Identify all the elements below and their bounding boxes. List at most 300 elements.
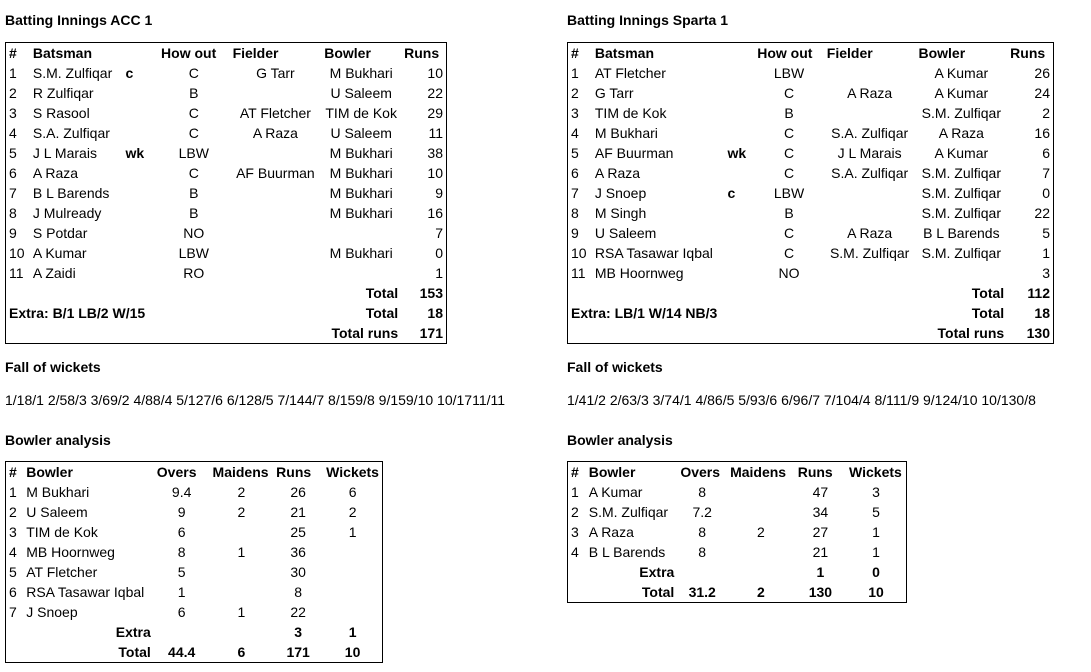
row-number: 6 bbox=[9, 165, 17, 181]
how-out: C bbox=[783, 245, 795, 261]
fielder bbox=[230, 83, 322, 103]
overs: 8 bbox=[177, 544, 186, 560]
role-marker bbox=[123, 83, 159, 103]
extras-total-label: Total bbox=[971, 305, 1005, 321]
runs: 1 bbox=[816, 564, 825, 580]
header-cell: Bowler bbox=[918, 45, 966, 61]
role-marker bbox=[724, 83, 754, 103]
header-cell: Bowler bbox=[324, 45, 371, 61]
row-number: 11 bbox=[571, 265, 586, 281]
role-marker bbox=[724, 243, 754, 263]
how-out: C bbox=[783, 225, 795, 241]
table-row bbox=[568, 103, 1053, 123]
bowler: S.M. Zulfiqar bbox=[921, 245, 1001, 261]
total-runs-label: Total runs bbox=[331, 325, 399, 341]
fow-title: Fall of wickets bbox=[5, 359, 101, 375]
table-row bbox=[6, 163, 446, 183]
maidens: 1 bbox=[237, 604, 246, 620]
extras-row bbox=[568, 303, 1053, 323]
fielder: S.A. Zulfiqar bbox=[831, 125, 909, 141]
header-cell: Batsman bbox=[594, 45, 655, 61]
maidens bbox=[727, 542, 795, 562]
runs: 10 bbox=[427, 65, 443, 81]
maidens: 1 bbox=[237, 544, 246, 560]
header-cell: Runs bbox=[404, 45, 440, 61]
header-cell: Runs bbox=[797, 464, 833, 480]
bowler: M Bukhari bbox=[329, 65, 393, 81]
how-out: B bbox=[784, 205, 794, 221]
batsman-name: S.A. Zulfiqar bbox=[32, 125, 110, 141]
bowler: A Raza bbox=[938, 125, 984, 141]
row-number: 8 bbox=[571, 205, 579, 221]
batsman-name: AT Fletcher bbox=[594, 65, 666, 81]
header-cell: Runs bbox=[1010, 45, 1046, 61]
runs: 130 bbox=[808, 584, 833, 600]
table-row bbox=[6, 582, 382, 602]
bowler: M Bukhari bbox=[329, 145, 393, 161]
row-label: Extra bbox=[639, 564, 675, 580]
role-marker bbox=[724, 263, 754, 283]
extra-row bbox=[568, 562, 906, 582]
maidens bbox=[210, 562, 274, 582]
wickets: 1 bbox=[348, 524, 357, 540]
table-row bbox=[6, 562, 382, 582]
how-out: C bbox=[188, 125, 199, 141]
bowler: S.M. Zulfiqar bbox=[921, 185, 1001, 201]
extras-breakdown: Extra: B/1 LB/2 W/15 bbox=[9, 305, 146, 321]
header-cell: Maidens bbox=[212, 464, 269, 480]
runs: 24 bbox=[1034, 85, 1050, 101]
header-cell: Fielder bbox=[826, 45, 873, 61]
maidens bbox=[210, 522, 274, 542]
table-row bbox=[6, 223, 446, 243]
overs: 6 bbox=[177, 604, 186, 620]
runs: 36 bbox=[290, 544, 306, 560]
row-number: 10 bbox=[571, 245, 587, 261]
total-row bbox=[568, 582, 906, 602]
header-cell-blank bbox=[123, 43, 159, 63]
role-marker bbox=[724, 63, 754, 83]
header-cell: # bbox=[571, 464, 579, 480]
fielder bbox=[230, 143, 322, 163]
bowler-name: A Raza bbox=[588, 524, 634, 540]
bowler-name: S.M. Zulfiqar bbox=[588, 504, 669, 520]
row-number: 1 bbox=[571, 484, 579, 500]
batsman-name: A Raza bbox=[594, 165, 641, 181]
wickets bbox=[323, 602, 382, 622]
runs: 10 bbox=[427, 165, 443, 181]
total-runs-value: 171 bbox=[419, 325, 443, 341]
total-row bbox=[568, 283, 1053, 303]
maidens: 6 bbox=[237, 644, 246, 660]
how-out: C bbox=[783, 145, 795, 161]
table-row bbox=[6, 103, 446, 123]
runs: 3 bbox=[1042, 265, 1050, 281]
maidens: 2 bbox=[237, 504, 246, 520]
extras-row bbox=[6, 303, 446, 323]
bowler: A Kumar bbox=[934, 85, 989, 101]
how-out: C bbox=[783, 165, 795, 181]
batsman-name: J Snoep bbox=[594, 185, 647, 201]
bowler: U Saleem bbox=[330, 85, 392, 101]
wickets: 2 bbox=[348, 504, 357, 520]
row-number: 5 bbox=[9, 564, 17, 580]
runs: 1 bbox=[435, 265, 443, 281]
header-row bbox=[568, 462, 906, 482]
runs: 27 bbox=[812, 524, 829, 540]
bowler-name: M Bukhari bbox=[26, 484, 90, 500]
fielder: AF Buurman bbox=[236, 165, 315, 181]
overs: 8 bbox=[698, 524, 707, 540]
batsman-name: G Tarr bbox=[594, 85, 634, 101]
role-marker bbox=[724, 163, 754, 183]
table-row bbox=[568, 203, 1053, 223]
batting-table bbox=[5, 42, 447, 344]
batsman-name: TIM de Kok bbox=[594, 105, 667, 121]
runs: 22 bbox=[290, 604, 306, 620]
wickets: 5 bbox=[872, 504, 880, 520]
runs: 7 bbox=[1042, 165, 1050, 181]
table-row bbox=[6, 203, 446, 223]
fielder: G Tarr bbox=[256, 65, 295, 81]
table-row bbox=[568, 522, 906, 542]
total-runs-row bbox=[568, 323, 1053, 343]
overs: 44.4 bbox=[168, 644, 196, 660]
runs: 171 bbox=[286, 644, 310, 660]
table-row bbox=[6, 63, 446, 83]
row-number: 7 bbox=[9, 604, 17, 620]
fielder bbox=[824, 103, 916, 123]
header-cell: Maidens bbox=[730, 464, 787, 480]
batsman-name: U Saleem bbox=[594, 225, 657, 241]
maidens: 2 bbox=[756, 524, 765, 540]
runs: 21 bbox=[290, 504, 306, 520]
how-out: B bbox=[784, 105, 794, 121]
role-marker bbox=[724, 223, 754, 243]
header-row bbox=[568, 43, 1053, 63]
total-runs-value: 130 bbox=[1026, 325, 1050, 341]
how-out: C bbox=[188, 65, 199, 81]
role-marker bbox=[724, 123, 754, 143]
bowler: B L Barends bbox=[923, 225, 1000, 241]
header-cell: Bowler bbox=[588, 464, 636, 480]
runs: 5 bbox=[1042, 225, 1050, 241]
bowler bbox=[321, 263, 401, 283]
bowler-name: RSA Tasawar Iqbal bbox=[26, 584, 145, 600]
row-number: 4 bbox=[9, 544, 17, 560]
role-marker: c bbox=[125, 65, 134, 81]
overs: 5 bbox=[177, 564, 186, 580]
bowler-name: J Snoep bbox=[26, 604, 78, 620]
extras-breakdown: Extra: LB/1 W/14 NB/3 bbox=[571, 305, 718, 321]
runs: 1 bbox=[1042, 245, 1050, 261]
row-label: Total bbox=[118, 644, 151, 660]
fall-of-wickets: 1/18/1 2/58/3 3/69/2 4/88/4 5/127/6 6/128/5 7/144/7 8/159/8 9/159/10 10/1711/11 bbox=[5, 392, 506, 408]
role-marker: c bbox=[727, 185, 736, 201]
table-row bbox=[568, 223, 1053, 243]
how-out: LBW bbox=[178, 145, 209, 161]
how-out: C bbox=[188, 165, 199, 181]
overs: 6 bbox=[177, 524, 186, 540]
table-row bbox=[6, 243, 446, 263]
how-out: LBW bbox=[178, 245, 209, 261]
how-out: LBW bbox=[773, 185, 805, 201]
row-number: 7 bbox=[571, 185, 579, 201]
batsman-name: A Kumar bbox=[32, 245, 87, 261]
bowler bbox=[321, 223, 401, 243]
header-row bbox=[6, 43, 446, 63]
overs: 8 bbox=[698, 484, 707, 500]
runs: 25 bbox=[290, 524, 306, 540]
how-out: LBW bbox=[773, 65, 805, 81]
runs: 38 bbox=[427, 145, 443, 161]
batsman-name: R Zulfiqar bbox=[32, 85, 94, 101]
runs: 47 bbox=[812, 484, 829, 500]
overs bbox=[154, 622, 210, 642]
runs: 29 bbox=[427, 105, 443, 121]
maidens: 2 bbox=[237, 484, 246, 500]
bowler: A Kumar bbox=[934, 65, 989, 81]
role-marker bbox=[724, 103, 754, 123]
header-cell: Wickets bbox=[849, 464, 902, 480]
fielder: S.M. Zulfiqar bbox=[829, 245, 910, 261]
fow-title: Fall of wickets bbox=[567, 359, 663, 375]
role-marker bbox=[123, 183, 159, 203]
role-marker bbox=[123, 123, 159, 143]
blank-cell bbox=[568, 323, 915, 343]
bowler: A Kumar bbox=[934, 145, 989, 161]
row-number: 3 bbox=[9, 524, 17, 540]
batsman-name: J L Marais bbox=[32, 145, 97, 161]
batting-title: Batting Innings ACC 1 bbox=[5, 12, 153, 28]
row-number: 2 bbox=[9, 85, 17, 101]
fielder bbox=[230, 223, 322, 243]
runs: 16 bbox=[1034, 125, 1050, 141]
runs: 16 bbox=[427, 205, 443, 221]
wickets: 1 bbox=[872, 544, 880, 560]
how-out: B bbox=[189, 205, 199, 221]
role-marker bbox=[123, 243, 159, 263]
role-marker: wk bbox=[125, 145, 145, 161]
blank-cell bbox=[6, 283, 321, 303]
table-row bbox=[568, 63, 1053, 83]
extras-total-label: Total bbox=[365, 305, 399, 321]
header-cell: How out bbox=[161, 45, 217, 61]
bowl-title: Bowler analysis bbox=[5, 432, 111, 448]
wickets bbox=[323, 582, 382, 602]
batsman-name: M Bukhari bbox=[594, 125, 658, 141]
wickets bbox=[323, 542, 382, 562]
row-number: 3 bbox=[571, 524, 579, 540]
row-number: 1 bbox=[9, 65, 17, 81]
wickets: 3 bbox=[872, 484, 880, 500]
row-number: 6 bbox=[9, 584, 17, 600]
extra-row bbox=[6, 622, 382, 642]
batsman-name: M Singh bbox=[594, 205, 647, 221]
role-marker: wk bbox=[727, 145, 747, 161]
table-row bbox=[6, 542, 382, 562]
header-cell: # bbox=[9, 45, 17, 61]
row-number: 2 bbox=[9, 504, 17, 520]
header-cell: How out bbox=[757, 45, 813, 61]
table-row bbox=[568, 542, 906, 562]
bowler: S.M. Zulfiqar bbox=[921, 105, 1001, 121]
blank-cell bbox=[568, 283, 915, 303]
total-runs-label: Total runs bbox=[937, 325, 1005, 341]
fielder: A Raza bbox=[847, 85, 893, 101]
fielder bbox=[824, 203, 916, 223]
runs: 6 bbox=[1042, 145, 1050, 161]
runs: 7 bbox=[435, 225, 443, 241]
wickets: 1 bbox=[348, 624, 357, 640]
total-row bbox=[6, 283, 446, 303]
fielder: J L Marais bbox=[837, 145, 902, 161]
fielder bbox=[824, 63, 916, 83]
wickets: 0 bbox=[872, 564, 880, 580]
runs: 2 bbox=[1042, 105, 1050, 121]
header-cell-blank bbox=[724, 43, 754, 63]
header-row bbox=[6, 462, 382, 482]
header-cell: Wickets bbox=[326, 464, 379, 480]
overs: 9 bbox=[177, 504, 186, 520]
batsman-name: S Potdar bbox=[32, 225, 88, 241]
total-row bbox=[6, 642, 382, 662]
overs bbox=[677, 562, 727, 582]
runs: 11 bbox=[428, 125, 443, 141]
table-row bbox=[568, 83, 1053, 103]
table-row bbox=[6, 263, 446, 283]
how-out: NO bbox=[183, 225, 205, 241]
table-row bbox=[568, 143, 1053, 163]
runs: 0 bbox=[1042, 185, 1050, 201]
maidens bbox=[210, 622, 274, 642]
role-marker bbox=[123, 163, 159, 183]
runs: 30 bbox=[290, 564, 306, 580]
bowler: M Bukhari bbox=[329, 165, 393, 181]
role-marker bbox=[123, 203, 159, 223]
table-row bbox=[6, 183, 446, 203]
row-number: 7 bbox=[9, 185, 17, 201]
bowling-table bbox=[5, 461, 383, 663]
batting-table bbox=[567, 42, 1054, 344]
bowler-name: A Kumar bbox=[588, 484, 643, 500]
how-out: B bbox=[189, 185, 199, 201]
table-row bbox=[568, 502, 906, 522]
row-number: 9 bbox=[571, 225, 579, 241]
table-row bbox=[6, 502, 382, 522]
batsman-name: A Zaidi bbox=[32, 265, 76, 281]
row-number: 9 bbox=[9, 225, 17, 241]
row-number: 4 bbox=[571, 125, 579, 141]
table-row bbox=[6, 522, 382, 542]
fielder bbox=[230, 263, 322, 283]
maidens bbox=[727, 562, 795, 582]
how-out: C bbox=[783, 85, 795, 101]
runs: 21 bbox=[812, 544, 829, 560]
row-number: 1 bbox=[571, 65, 579, 81]
header-cell: Overs bbox=[156, 464, 197, 480]
row-number: 2 bbox=[571, 85, 579, 101]
bowler-name: MB Hoornweg bbox=[26, 544, 115, 560]
row-number: 5 bbox=[571, 145, 579, 161]
bowler-name: U Saleem bbox=[26, 504, 88, 520]
row-number: 4 bbox=[571, 544, 579, 560]
table-row bbox=[6, 482, 382, 502]
runs: 0 bbox=[435, 245, 443, 261]
row-number: 4 bbox=[9, 125, 17, 141]
extras-total-value: 18 bbox=[1034, 305, 1050, 321]
bowler: TIM de Kok bbox=[325, 105, 397, 121]
extras-total-value: 18 bbox=[427, 305, 443, 321]
runs: 22 bbox=[1034, 205, 1050, 221]
role-marker bbox=[123, 263, 159, 283]
wickets: 1 bbox=[872, 524, 880, 540]
table-row bbox=[568, 123, 1053, 143]
table-row bbox=[568, 183, 1053, 203]
fall-of-wickets: 1/41/2 2/63/3 3/74/1 4/86/5 5/93/6 6/96/7 7/104/4 8/111/9 9/124/10 10/130/8 bbox=[567, 392, 1036, 408]
how-out: C bbox=[783, 125, 795, 141]
bowler-name: TIM de Kok bbox=[26, 524, 98, 540]
batsman-name: MB Hoornweg bbox=[594, 265, 684, 281]
runs: 26 bbox=[290, 484, 306, 500]
wickets: 10 bbox=[868, 584, 884, 600]
role-marker bbox=[123, 223, 159, 243]
maidens bbox=[727, 482, 795, 502]
batsman-name: RSA Tasawar Iqbal bbox=[594, 245, 713, 261]
header-cell: Runs bbox=[276, 464, 312, 480]
row-number: 10 bbox=[9, 245, 25, 261]
table-row bbox=[6, 602, 382, 622]
runs: 8 bbox=[294, 584, 303, 600]
batsman-name: S Rasool bbox=[32, 105, 90, 121]
row-number: 5 bbox=[9, 145, 17, 161]
row-number: 8 bbox=[9, 205, 17, 221]
batting-title: Batting Innings Sparta 1 bbox=[567, 12, 729, 28]
bowling-table bbox=[567, 461, 907, 603]
batsman-name: S.M. Zulfiqar bbox=[32, 65, 113, 81]
wickets: 6 bbox=[348, 484, 357, 500]
table-row bbox=[6, 123, 446, 143]
overs: 1 bbox=[177, 584, 186, 600]
table-row bbox=[568, 482, 906, 502]
overs: 9.4 bbox=[171, 484, 192, 500]
batsman-name: J Mulready bbox=[32, 205, 102, 221]
total-value: 153 bbox=[419, 285, 443, 301]
blank-cell bbox=[6, 323, 321, 343]
fielder bbox=[824, 183, 916, 203]
how-out: C bbox=[188, 105, 199, 121]
fielder bbox=[230, 243, 322, 263]
row-label: Extra bbox=[115, 624, 151, 640]
row-number: 6 bbox=[571, 165, 579, 181]
bowler: U Saleem bbox=[330, 125, 392, 141]
role-marker bbox=[123, 103, 159, 123]
runs: 22 bbox=[427, 85, 443, 101]
row-number: 3 bbox=[9, 105, 17, 121]
bowler: M Bukhari bbox=[329, 205, 393, 221]
overs: 31.2 bbox=[688, 584, 716, 600]
fielder: AT Fletcher bbox=[239, 105, 311, 121]
overs: 8 bbox=[698, 544, 707, 560]
table-row bbox=[568, 163, 1053, 183]
header-cell: Fielder bbox=[232, 45, 279, 61]
row-label: Total bbox=[641, 584, 675, 600]
row-number: 2 bbox=[571, 504, 579, 520]
how-out: B bbox=[189, 85, 199, 101]
fielder: A Raza bbox=[847, 225, 893, 241]
runs: 34 bbox=[812, 504, 829, 520]
bowler-name: B L Barends bbox=[588, 544, 666, 560]
